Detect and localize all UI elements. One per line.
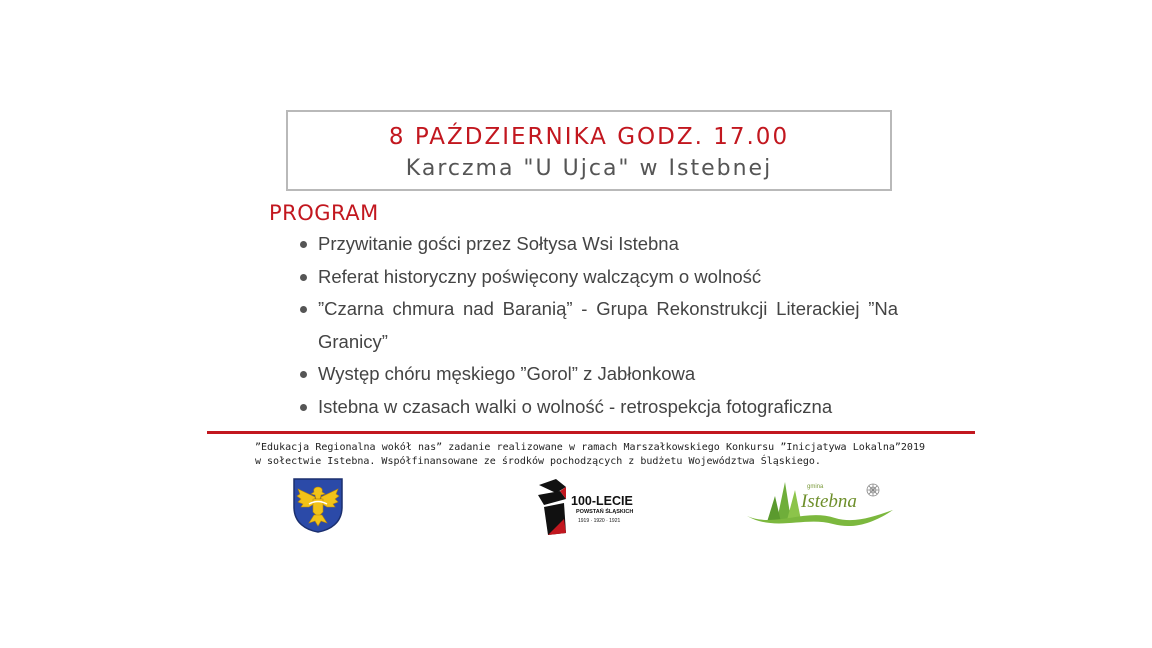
centenary-logo-subtitle: POWSTAŃ ŚLĄSKICH [576, 509, 634, 515]
centenary-uprisings-logo [536, 477, 634, 537]
program-item: ”Czarna chmura nad Baranią” - Grupa Rekonstrukcji Literackiej ”Na Granicy” [300, 293, 898, 358]
silesia-coat-of-arms-logo [292, 477, 344, 533]
centenary-logo-dates: 1919 · 1920 · 1921 [578, 518, 621, 524]
program-item: Referat historyczny poświęcony walczącym o wolność [300, 261, 898, 294]
program-list [300, 228, 898, 423]
istebna-logo-name: Istebna [801, 491, 857, 512]
funding-footnote: ”Edukacja Regionalna wokół nas” zadanie realizowane w ramach Marszałkowskiego Konkursu ”Inicjatywa Lokalna”2019 w sołectwie Istebna. Współfinansowane ze środków pochodzących z budżetu Województwa Śląskiego. [255, 442, 925, 467]
program-title: PROGRAM [269, 201, 379, 225]
gmina-istebna-logo [745, 478, 895, 530]
program-item: Istebna w czasach walki o wolność - retrospekcja fotograficzna [300, 391, 898, 424]
event-date: 8 PAŹDZIERNIKA GODZ. 17.00 [388, 124, 790, 150]
program-item: Przywitanie gości przez Sołtysa Wsi Istebna [300, 228, 898, 261]
event-venue: Karczma "U Ujca" w Istebnej [405, 156, 773, 181]
event-header-box [286, 110, 892, 191]
program-item: Występ chóru męskiego ”Gorol” z Jabłonkowa [300, 358, 898, 391]
istebna-logo-gmina: gmina [807, 484, 824, 490]
red-divider [207, 431, 975, 434]
centenary-logo-title: 100-LECIE [571, 494, 633, 508]
